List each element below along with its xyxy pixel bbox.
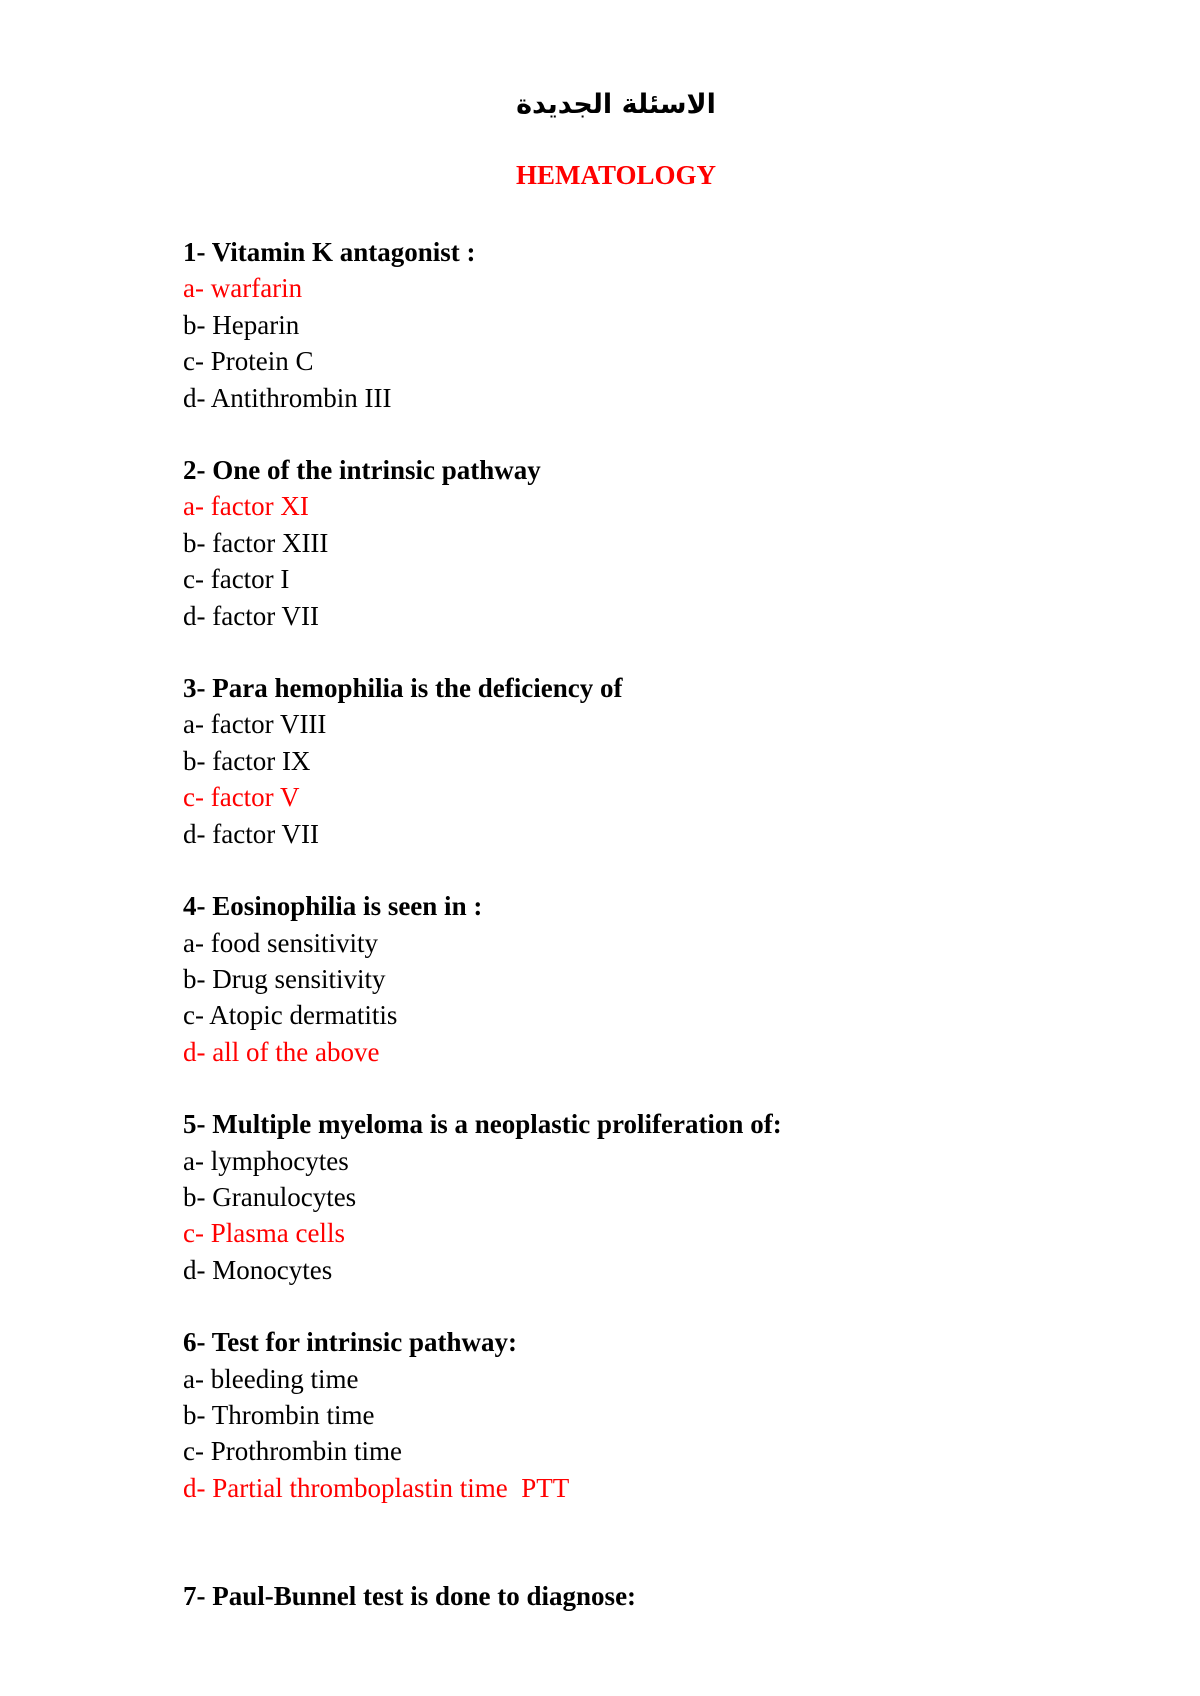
answer-option: d- all of the above	[183, 1036, 380, 1067]
question-list	[183, 234, 1173, 1651]
question-2	[183, 452, 1173, 634]
answer-option: d- factor VII	[183, 818, 319, 849]
question-5	[183, 1106, 1173, 1288]
answer-option: d- Antithrombin III	[183, 382, 392, 413]
question-text: 1- Vitamin K antagonist :	[183, 237, 476, 267]
answer-option: b- Heparin	[183, 309, 300, 340]
answer-option: c- Plasma cells	[183, 1218, 345, 1249]
question-4	[183, 888, 1173, 1070]
answer-option: a- food sensitivity	[183, 927, 378, 958]
question-3	[183, 670, 1173, 852]
question-text: 3- Para hemophilia is the deficiency of	[183, 673, 623, 704]
answer-option: a- warfarin	[183, 273, 303, 304]
answer-option: c- Protein C	[183, 346, 314, 377]
question-text: 4- Eosinophilia is seen in :	[183, 891, 483, 922]
question-text: 5- Multiple myeloma is a neoplastic proliferation of:	[183, 1109, 782, 1140]
page-title: HEMATOLOGY	[515, 160, 717, 190]
answer-option: d- Partial thromboplastin time PTT	[183, 1472, 570, 1503]
question-text: 7- Paul-Bunnel test is done to diagnose:	[183, 1581, 637, 1612]
answer-option: c- factor I	[183, 564, 290, 595]
answer-option: a- factor VIII	[183, 709, 327, 740]
answer-option: b- Drug sensitivity	[183, 963, 386, 994]
answer-option: b- factor XIII	[183, 527, 329, 558]
question-6	[183, 1324, 1173, 1506]
question-7	[183, 1578, 1173, 1614]
question-text: 6- Test for intrinsic pathway:	[183, 1327, 518, 1358]
answer-option: a- lymphocytes	[183, 1145, 349, 1176]
answer-option: b- factor IX	[183, 745, 311, 776]
answer-option: d- Monocytes	[183, 1254, 333, 1285]
answer-option: c- Prothrombin time	[183, 1436, 402, 1467]
question-1	[183, 234, 1173, 416]
answer-option: c- factor V	[183, 782, 300, 813]
answer-option: a- bleeding time	[183, 1363, 359, 1394]
arabic-heading: الاسئلة الجديدة	[516, 89, 716, 120]
question-text: 2- One of the intrinsic pathway	[183, 455, 541, 486]
answer-option: c- Atopic dermatitis	[183, 1000, 398, 1031]
answer-option: b- Thrombin time	[183, 1399, 375, 1430]
answer-option: d- factor VII	[183, 600, 319, 631]
answer-option: a- factor XI	[183, 491, 309, 522]
answer-option: b- Granulocytes	[183, 1181, 357, 1212]
